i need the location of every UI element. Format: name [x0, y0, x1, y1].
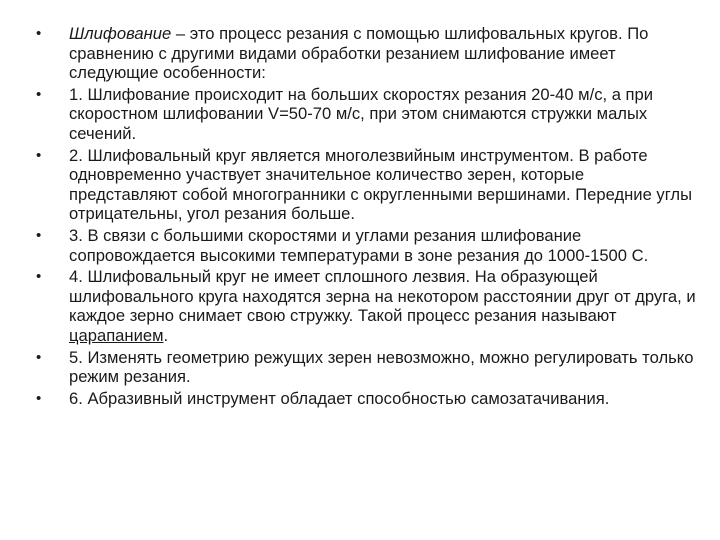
bullet-marker: •	[36, 348, 42, 366]
bullet-text: 4. Шлифовальный круг не имеет сплошного лезвия. На образующей шлифовального круга находятся зерна на некотором расстоянии друг от друга, и каждое зерно снимает свою стружку. Такой процесс резания называют	[69, 267, 696, 326]
bullet-marker: •	[36, 25, 42, 42]
bullet-item-2	[36, 146, 696, 224]
bullet-list	[36, 24, 696, 410]
bullet-text: 2. Шлифовальный круг является многолезвийным инструментом. В работе одновременно участвует значительное количество зерен, которые представляют собой многогранники с округленными вершинами. Передние углы отрицательны, угол резания больше.	[69, 145, 693, 224]
bullet-text: 3. В связи с большими скоростями и углами резания шлифование сопровождается высокими температурами в зоне резания до 1000-1500 С.	[69, 225, 649, 265]
bullet-item-3	[36, 226, 696, 265]
bullet-text: 5. Изменять геометрию режущих зерен невозможно, можно регулировать только режим резания.	[69, 347, 694, 387]
underlined-term-scratching: царапанием	[69, 325, 164, 345]
bullet-item-4	[36, 267, 696, 345]
bullet-marker: •	[36, 226, 42, 244]
bullet-item-6	[36, 389, 696, 409]
bullet-marker: •	[36, 268, 42, 286]
bullet-marker: •	[36, 389, 42, 407]
bullet-text: 1. Шлифование происходит на больших скоростях резания 20-40 м/с, а при скоростном шлифовании V=50-70 м/с, при этом снимаются стружки малых сечений.	[69, 84, 654, 143]
definition-text: – это процесс резания с помощью шлифовальных кругов. По сравнению с другими видами обработки резанием шлифование имеет следующие особенности:	[69, 24, 649, 83]
bullet-item-1	[36, 85, 696, 144]
bullet-marker: •	[36, 85, 42, 103]
bullet-text-tail: .	[163, 325, 169, 345]
term-grinding: Шлифование	[69, 24, 172, 43]
bullet-marker: •	[36, 146, 42, 164]
bullet-text: 6. Абразивный инструмент обладает способностью самозатачивания.	[69, 388, 610, 408]
bullet-item-definition	[36, 24, 696, 83]
bullet-item-5	[36, 348, 696, 387]
